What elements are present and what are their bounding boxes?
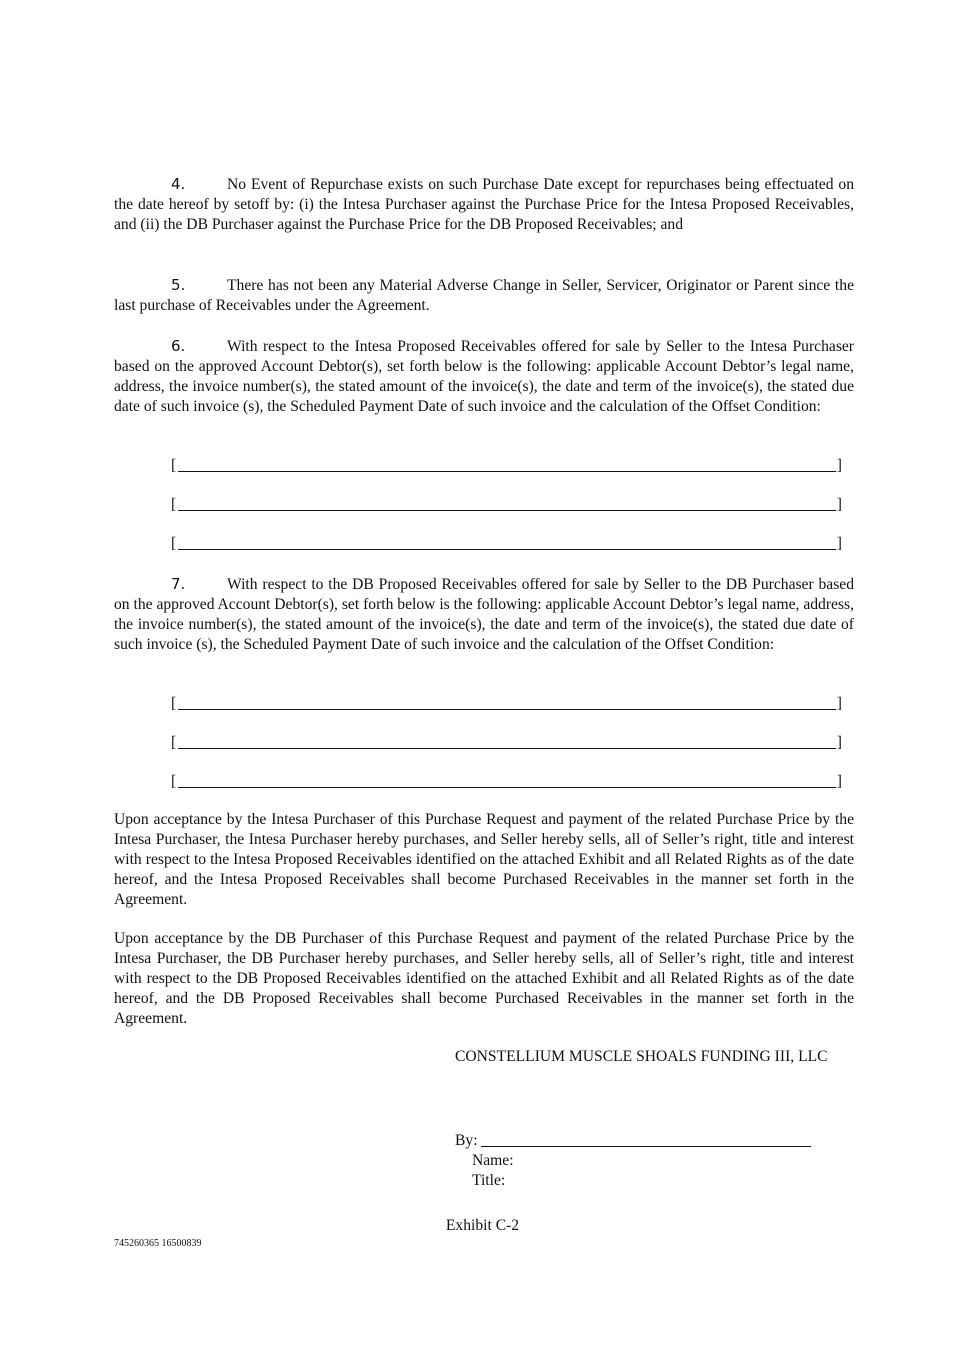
paragraph-text: With respect to the DB Proposed Receivables offered for sale by Seller to the DB Purchaser based on the approved Account Debtor(s), set forth below is the following: applicable Account Debtor’s legal name, address, the invoice number(s), the stated amount of the invoice(s), the date and term of the invoice(s), the stated due date of such invoice (s), the Scheduled Payment Date of such invoice and the calculation of the Offset Condition: [114, 576, 854, 654]
paragraph-number: 4. [171, 175, 186, 193]
blank-line: [ ] [171, 496, 842, 513]
paragraph-number: 6. [171, 337, 186, 355]
signature-by-label: By: [455, 1132, 478, 1149]
paragraph-6 [114, 336, 854, 417]
paragraph-7 [114, 574, 854, 655]
paragraph-text: No Event of Repurchase exists on such Purchase Date except for repurchases being effectuated on the date hereof by setoff by: (i) the Intesa Purchaser against the Purchase Price for the Intesa Proposed Receivables, and (ii) the DB Purchaser against the Purchase Price for the DB Proposed Receivables; and [114, 176, 854, 234]
exhibit-label: Exhibit C-2 [445, 1217, 520, 1234]
acceptance-intesa-paragraph: Upon acceptance by the Intesa Purchaser of this Purchase Request and payment of the related Purchase Price by the Intesa Purchaser, the Intesa Purchaser hereby purchases, and Seller hereby sells, all of Seller’s right, title and interest with respect to the Intesa Proposed Receivables identified on the attached Exhibit and all Related Rights as of the date hereof, and the Intesa Proposed Receivables shall become Purchased Receivables in the manner set forth in the Agreement. [114, 811, 854, 909]
signature-name-label: Name: [472, 1152, 514, 1169]
paragraph-text: There has not been any Material Adverse Change in Seller, Servicer, Originator or Parent since the last purchase of Receivables under the Agreement. [114, 277, 854, 315]
blank-line: [ ] [171, 734, 842, 751]
paragraph-5 [114, 275, 854, 316]
document-id: 745260365 16500839 [114, 1238, 202, 1249]
blank-line: [ ] [171, 695, 842, 712]
blank-line: [ ] [171, 457, 842, 474]
paragraph-number: 5. [171, 276, 186, 294]
blank-line: [ ] [171, 773, 842, 790]
signature-line [481, 1146, 811, 1147]
paragraph-text: With respect to the Intesa Proposed Receivables offered for sale by Seller to the Intesa Purchaser based on the approved Account Debtor(s), set forth below is the following: applicable Account Debtor’s legal name, address, the invoice number(s), the stated amount of the invoice(s), the date and term of the invoice(s), the stated due date of such invoice (s), the Scheduled Payment Date of such invoice and the calculation of the Offset Condition: [114, 338, 854, 416]
paragraph-4 [114, 174, 854, 235]
acceptance-db-paragraph: Upon acceptance by the DB Purchaser of this Purchase Request and payment of the related Purchase Price by the Intesa Purchaser, the DB Purchaser hereby purchases, and Seller hereby sells, all of Seller’s right, title and interest with respect to the DB Proposed Receivables identified on the attached Exhibit and all Related Rights as of the date hereof, and the DB Proposed Receivables shall become Purchased Receivables in the manner set forth in the Agreement. [114, 930, 854, 1028]
blank-line: [ ] [171, 535, 842, 552]
paragraph-number: 7. [171, 575, 186, 593]
signature-title-label: Title: [472, 1172, 506, 1189]
signatory-company: CONSTELLIUM MUSCLE SHOALS FUNDING III, LLC [455, 1048, 828, 1065]
